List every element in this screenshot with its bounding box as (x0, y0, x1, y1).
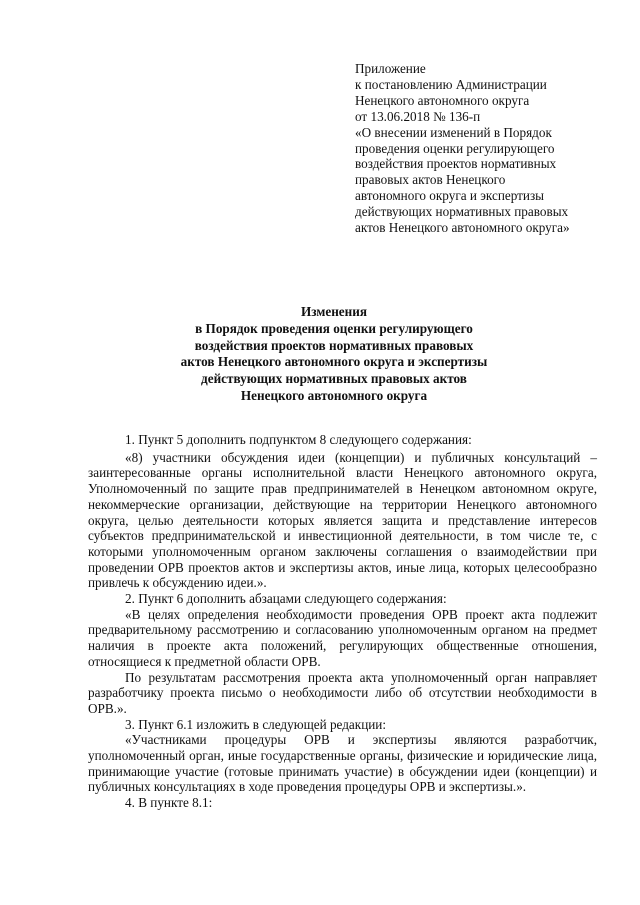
appendix-line: воздействия проектов нормативных (355, 156, 557, 172)
paragraph: «В целях определения необходимости проведения ОРВ проект акта подлежит предварительному рассмотрению и согласованию уполномоченным органом на предмет наличия в проекте акта положений, регулирующих общественные отношения, относящиеся к предметной области ОРВ. (88, 606, 597, 669)
appendix-block (355, 61, 630, 236)
appendix-line: актов Ненецкого автономного округа» (355, 220, 570, 236)
appendix-line: Приложение (355, 61, 426, 76)
paragraph: 4. В пункте 8.1: (125, 795, 213, 811)
title-line: воздействия проектов нормативных правовых (194, 337, 474, 353)
title-line: Ненецкого автономного округа (240, 387, 428, 403)
appendix-line: Ненецкого автономного округа (355, 92, 530, 108)
paragraph: «Участниками процедуры ОРВ и экспертизы являются разработчик, уполномоченный орган, иные государственные органы, физические и юридические лица, принимающие участие (готовые принимать участие) в обсуждении идеи (концепции) и публичных консультациях в ходе проведения процедуры ОРВ и экспертизы.». (88, 732, 597, 795)
paragraph: «8) участники обсуждения идеи (концепции) и публичных консультаций – заинтересованные органы исполнительной власти Ненецкого автономного округа, Уполномоченный по защите прав предпринимателей в Ненецком автономном округе, некоммерческие организации, действующие на территории Ненецкого автономного округа, целью деятельности которых является защита и представление интересов субъектов предпринимательской и инвестиционной деятельности, в том числе те, с которыми уполномоченным органом заключены соглашения о взаимодействии при проведении ОРВ проектов актов и экспертизы актов, иные лица, которых целесообразно привлечь к обсуждению идеи.». (88, 449, 597, 591)
paragraph: 3. Пункт 6.1 изложить в следующей редакции: (125, 716, 387, 732)
document-title (60, 304, 608, 405)
paragraph: 2. Пункт 6 дополнить абзацами следующего содержания: (125, 591, 447, 607)
title-line: действующих нормативных правовых актов (201, 371, 467, 387)
appendix-line: к постановлению Администрации (355, 76, 547, 92)
appendix-line: автономного округа и экспертизы (355, 188, 545, 204)
paragraph: 1. Пункт 5 дополнить подпунктом 8 следующего содержания: (125, 432, 472, 447)
appendix-line: «О внесении изменений в Порядок (355, 124, 552, 140)
appendix-line: проведения оценки регулирующего (355, 140, 555, 156)
appendix-line: правовых актов Ненецкого (355, 172, 506, 188)
title-line: в Порядок проведения оценки регулирующего (195, 320, 473, 336)
document-body (88, 432, 597, 811)
paragraph: По результатам рассмотрения проекта акта уполномоченный орган направляет разработчику проекта письмо о необходимости либо об отсутствии необходимости в ОРВ.». (88, 669, 597, 716)
appendix-line: от 13.06.2018 № 136-п (355, 108, 481, 124)
appendix-line: действующих нормативных правовых (355, 204, 569, 220)
title-line: Изменения (301, 304, 367, 319)
title-line: актов Ненецкого автономного округа и экспертизы (180, 354, 488, 370)
